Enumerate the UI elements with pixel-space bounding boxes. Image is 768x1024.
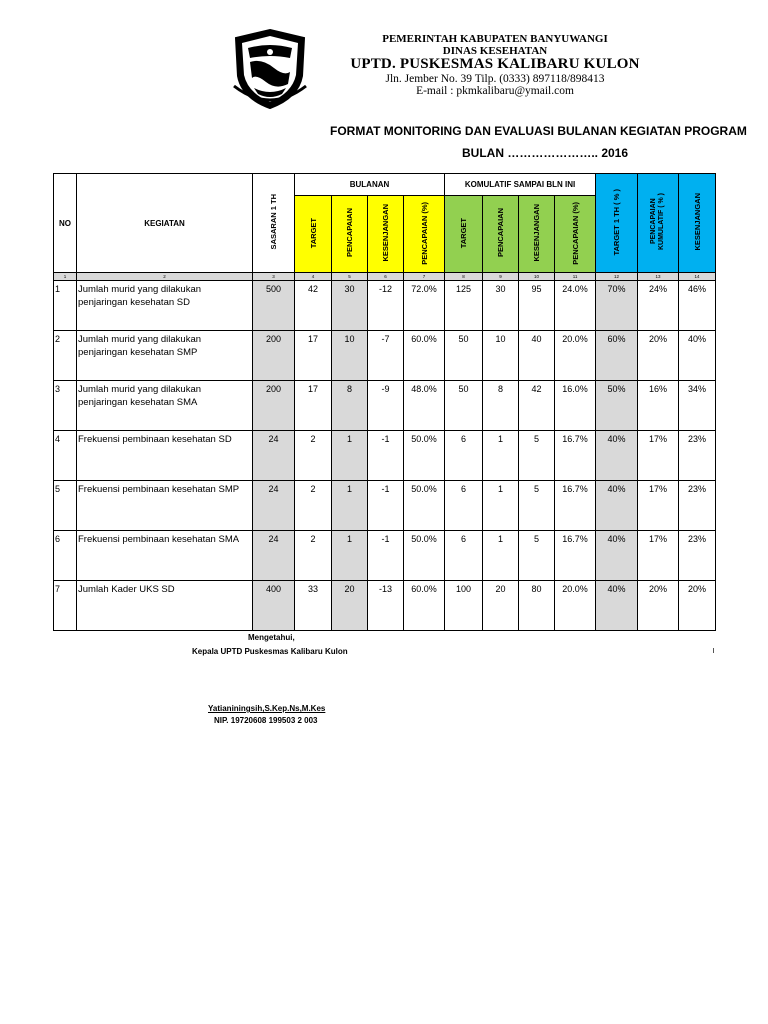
col-number: 1 xyxy=(54,273,77,281)
row-komulatif-pencapaian: 1 xyxy=(483,531,519,581)
regency-emblem-icon xyxy=(232,28,308,110)
row-bulanan-kesenjangan: -13 xyxy=(368,581,404,631)
row-sasaran: 24 xyxy=(253,431,295,481)
row-komulatif-pencapaian-pct: 16.7% xyxy=(555,531,596,581)
header-bulanan: BULANAN xyxy=(295,174,445,196)
col-number: 4 xyxy=(295,273,332,281)
row-bulanan-pencapaian: 8 xyxy=(332,381,368,431)
col-number: 11 xyxy=(555,273,596,281)
row-kesenjangan-total: 23% xyxy=(679,531,716,581)
row-kegiatan: Jumlah murid yang dilakukan penjaringan kesehatan SMA xyxy=(77,381,253,431)
col-number: 6 xyxy=(368,273,404,281)
row-komulatif-pencapaian: 8 xyxy=(483,381,519,431)
row-kesenjangan-total: 34% xyxy=(679,381,716,431)
col-number: 5 xyxy=(332,273,368,281)
row-sasaran: 200 xyxy=(253,331,295,381)
table-row xyxy=(54,381,716,431)
row-bulanan-pencapaian-pct: 50.0% xyxy=(404,431,445,481)
row-bulanan-target: 2 xyxy=(295,431,332,481)
row-komulatif-kesenjangan: 40 xyxy=(519,331,555,381)
row-komulatif-kesenjangan: 80 xyxy=(519,581,555,631)
row-bulanan-pencapaian: 1 xyxy=(332,431,368,481)
row-pencapaian-kumulatif: 20% xyxy=(638,581,679,631)
government-name: PEMERINTAH KABUPATEN BANYUWANGI xyxy=(382,33,608,45)
header-kegiatan: KEGIATAN xyxy=(77,174,253,273)
header-b-pencapaian: PENCAPAIAN xyxy=(332,196,368,273)
header-kesenjangan-total: KESENJANGAN xyxy=(679,174,716,273)
row-komulatif-pencapaian-pct: 16.0% xyxy=(555,381,596,431)
row-sasaran: 24 xyxy=(253,481,295,531)
col-number: 9 xyxy=(483,273,519,281)
row-kesenjangan-total: 20% xyxy=(679,581,716,631)
document-title: FORMAT MONITORING DAN EVALUASI BULANAN KEGIATAN PROGRAM xyxy=(330,124,747,138)
table-row xyxy=(54,331,716,381)
row-bulanan-pencapaian-pct: 60.0% xyxy=(404,331,445,381)
row-target-1th: 40% xyxy=(596,431,638,481)
row-target-1th: 40% xyxy=(596,581,638,631)
header-k-kesenjangan: KESENJANGAN xyxy=(519,196,555,273)
row-bulanan-pencapaian-pct: 60.0% xyxy=(404,581,445,631)
row-bulanan-target: 42 xyxy=(295,281,332,331)
department-name: DINAS KESEHATAN xyxy=(442,44,548,57)
monitoring-table xyxy=(53,173,716,631)
row-pencapaian-kumulatif: 17% xyxy=(638,531,679,581)
row-sasaran: 24 xyxy=(253,531,295,581)
signature-name: Yatianiningsih,S.Kep.Ns,M.Kes xyxy=(208,704,326,713)
row-pencapaian-kumulatif: 16% xyxy=(638,381,679,431)
col-number: 10 xyxy=(519,273,555,281)
row-komulatif-kesenjangan: 42 xyxy=(519,381,555,431)
header-komulatif: KOMULATIF SAMPAI BLN INI xyxy=(445,174,596,196)
monitoring-table-body xyxy=(54,281,716,631)
row-bulanan-pencapaian: 30 xyxy=(332,281,368,331)
row-bulanan-kesenjangan: -7 xyxy=(368,331,404,381)
row-kesenjangan-total: 23% xyxy=(679,431,716,481)
row-komulatif-pencapaian-pct: 24.0% xyxy=(555,281,596,331)
row-bulanan-pencapaian-pct: 48.0% xyxy=(404,381,445,431)
row-bulanan-pencapaian: 10 xyxy=(332,331,368,381)
col-number: 12 xyxy=(596,273,638,281)
row-komulatif-pencapaian: 30 xyxy=(483,281,519,331)
row-bulanan-kesenjangan: -1 xyxy=(368,531,404,581)
row-komulatif-pencapaian-pct: 16.7% xyxy=(555,481,596,531)
row-komulatif-pencapaian: 20 xyxy=(483,581,519,631)
column-number-row xyxy=(54,273,716,281)
row-target-1th: 50% xyxy=(596,381,638,431)
institution-email: E-mail : pkmkalibaru@ymail.com xyxy=(416,84,574,97)
row-bulanan-kesenjangan: -9 xyxy=(368,381,404,431)
row-komulatif-kesenjangan: 5 xyxy=(519,481,555,531)
row-no: 5 xyxy=(54,481,77,531)
row-sasaran: 200 xyxy=(253,381,295,431)
col-number: 14 xyxy=(679,273,716,281)
header-k-target: TARGET xyxy=(445,196,483,273)
row-komulatif-pencapaian-pct: 20.0% xyxy=(555,331,596,381)
header-k-pencapaian-pct: PENCAPAIAN (%) xyxy=(555,196,596,273)
col-number: 7 xyxy=(404,273,445,281)
row-no: 1 xyxy=(54,281,77,331)
table-row xyxy=(54,481,716,531)
row-no: 6 xyxy=(54,531,77,581)
row-kegiatan: Jumlah murid yang dilakukan penjaringan kesehatan SD xyxy=(77,281,253,331)
table-row xyxy=(54,281,716,331)
row-komulatif-pencapaian: 1 xyxy=(483,431,519,481)
row-kegiatan: Frekuensi pembinaan kesehatan SD xyxy=(77,431,253,481)
row-target-1th: 70% xyxy=(596,281,638,331)
row-komulatif-target: 6 xyxy=(445,531,483,581)
row-komulatif-pencapaian-pct: 20.0% xyxy=(555,581,596,631)
row-bulanan-pencapaian: 20 xyxy=(332,581,368,631)
row-pencapaian-kumulatif: 17% xyxy=(638,431,679,481)
row-komulatif-target: 6 xyxy=(445,481,483,531)
row-komulatif-kesenjangan: 5 xyxy=(519,531,555,581)
row-komulatif-target: 125 xyxy=(445,281,483,331)
row-bulanan-pencapaian: 1 xyxy=(332,531,368,581)
row-bulanan-kesenjangan: -1 xyxy=(368,431,404,481)
header-no: NO xyxy=(54,174,77,273)
row-komulatif-pencapaian-pct: 16.7% xyxy=(555,431,596,481)
header-target-1th: TARGET 1 TH ( % ) xyxy=(596,174,638,273)
row-target-1th: 40% xyxy=(596,481,638,531)
institution-name: UPTD. PUSKESMAS KALIBARU KULON xyxy=(350,56,640,73)
row-bulanan-pencapaian: 1 xyxy=(332,481,368,531)
row-kegiatan: Jumlah murid yang dilakukan penjaringan kesehatan SMP xyxy=(77,331,253,381)
signature-nip: NIP. 19720608 199503 2 003 xyxy=(214,716,318,725)
row-no: 7 xyxy=(54,581,77,631)
row-kegiatan: Jumlah Kader UKS SD xyxy=(77,581,253,631)
row-komulatif-target: 100 xyxy=(445,581,483,631)
row-bulanan-target: 2 xyxy=(295,481,332,531)
signature-knowing: Mengetahui, xyxy=(248,633,295,642)
row-komulatif-kesenjangan: 95 xyxy=(519,281,555,331)
row-bulanan-kesenjangan: -1 xyxy=(368,481,404,531)
col-number: 13 xyxy=(638,273,679,281)
institution-address: Jln. Jember No. 39 Tilp. (0333) 897118/898413 xyxy=(385,72,605,85)
row-kegiatan: Frekuensi pembinaan kesehatan SMA xyxy=(77,531,253,581)
header-b-target: TARGET xyxy=(295,196,332,273)
document-month: BULAN ………………….. 2016 xyxy=(462,146,629,160)
letterhead-text xyxy=(330,34,660,97)
row-komulatif-pencapaian: 1 xyxy=(483,481,519,531)
row-kegiatan: Frekuensi pembinaan kesehatan SMP xyxy=(77,481,253,531)
row-sasaran: 400 xyxy=(253,581,295,631)
header-b-pencapaian-pct: PENCAPAIAN (%) xyxy=(404,196,445,273)
row-kesenjangan-total: 46% xyxy=(679,281,716,331)
row-no: 2 xyxy=(54,331,77,381)
row-pencapaian-kumulatif: 17% xyxy=(638,481,679,531)
row-no: 3 xyxy=(54,381,77,431)
row-target-1th: 60% xyxy=(596,331,638,381)
row-target-1th: 40% xyxy=(596,531,638,581)
table-row xyxy=(54,431,716,481)
row-bulanan-target: 17 xyxy=(295,331,332,381)
row-bulanan-pencapaian-pct: 50.0% xyxy=(404,531,445,581)
row-komulatif-target: 50 xyxy=(445,331,483,381)
row-pencapaian-kumulatif: 20% xyxy=(638,331,679,381)
row-pencapaian-kumulatif: 24% xyxy=(638,281,679,331)
table-row xyxy=(54,581,716,631)
col-number: 8 xyxy=(445,273,483,281)
page-mark xyxy=(713,648,714,653)
row-bulanan-pencapaian-pct: 72.0% xyxy=(404,281,445,331)
row-komulatif-pencapaian: 10 xyxy=(483,331,519,381)
header-pencapaian-kumulatif: PENCAPAIAN KUMULATIF ( % ) xyxy=(638,174,679,273)
col-number: 2 xyxy=(77,273,253,281)
row-komulatif-target: 6 xyxy=(445,431,483,481)
row-bulanan-target: 2 xyxy=(295,531,332,581)
col-number: 3 xyxy=(253,273,295,281)
row-kesenjangan-total: 23% xyxy=(679,481,716,531)
header-k-pencapaian: PENCAPAIAN xyxy=(483,196,519,273)
table-row xyxy=(54,531,716,581)
row-bulanan-pencapaian-pct: 50.0% xyxy=(404,481,445,531)
row-kesenjangan-total: 40% xyxy=(679,331,716,381)
header-b-kesenjangan: KESENJANGAN xyxy=(368,196,404,273)
row-no: 4 xyxy=(54,431,77,481)
row-komulatif-target: 50 xyxy=(445,381,483,431)
row-komulatif-kesenjangan: 5 xyxy=(519,431,555,481)
row-bulanan-kesenjangan: -12 xyxy=(368,281,404,331)
row-bulanan-target: 33 xyxy=(295,581,332,631)
row-bulanan-target: 17 xyxy=(295,381,332,431)
letterhead xyxy=(0,0,768,120)
signature-position: Kepala UPTD Puskesmas Kalibaru Kulon xyxy=(192,647,348,656)
row-sasaran: 500 xyxy=(253,281,295,331)
header-sasaran: SASARAN 1 TH xyxy=(253,174,295,273)
